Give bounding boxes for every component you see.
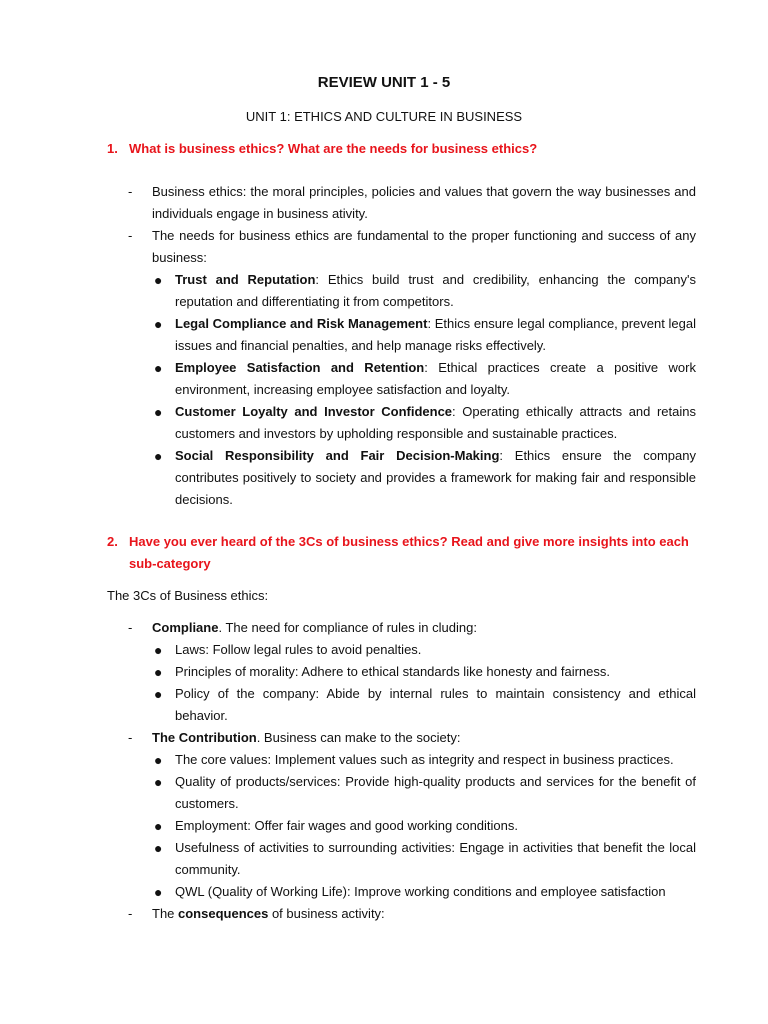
document-title: REVIEW UNIT 1 - 5 [317,74,451,91]
list-item [152,771,696,815]
bullet-text: The core values: Implement values such as integrity and respect in business practices. [175,752,674,767]
bullet-text: : Operating ethically attracts and retains customers and investors by upholding responsible and sustainable practices. [175,404,696,441]
bullet-marker: ● [154,686,163,702]
dash-item [128,225,696,511]
list-item [152,357,696,401]
bullet-marker: ● [154,840,163,856]
intro-text: The 3Cs of Business ethics: [107,588,269,603]
bullet-marker: ● [154,360,163,376]
c-pre: The [152,906,179,921]
dash-item [128,727,696,903]
compliance-list [152,639,696,727]
c-text: . Business can make to the society: [256,730,461,745]
dash-item [128,181,696,225]
bullet-text: Laws: Follow legal rules to avoid penalties. [175,642,422,657]
c-term: Compliane [152,620,219,635]
bullet-term: Trust and Reputation [175,272,316,287]
question-2 [107,531,697,575]
q2-answer [128,617,696,925]
list-item [152,269,696,313]
needs-list [152,269,696,511]
list-item [152,661,696,683]
bullet-text: : Ethical practices create a positive work environment, increasing employee satisfaction and loyalty. [175,360,696,397]
bullet-text: QWL (Quality of Working Life): Improve working conditions and employee satisfaction [175,884,666,899]
dash-marker: - [128,730,133,745]
bullet-marker: ● [154,272,163,288]
question-number: 1. [107,141,118,156]
bullet-term: Employee Satisfaction and Retention [175,360,425,375]
question-text: What is business ethics? What are the needs for business ethics? [129,141,538,156]
needs-text: The needs for business ethics are fundamental to the proper functioning and success of any business: [152,228,696,265]
list-item [152,881,696,903]
list-item [152,639,696,661]
bullet-text: : Ethics ensure legal compliance, prevent legal issues and financial penalties, and help manage risks effectively. [175,316,696,353]
bullet-marker: ● [154,752,163,768]
list-item [152,683,696,727]
bullet-text: Usefulness of activities to surrounding activities: Engage in activities that benefit the local community. [175,840,696,877]
bullet-marker: ● [154,818,163,834]
bullet-marker: ● [154,404,163,420]
dash-marker: - [128,620,133,635]
bullet-term: Legal Compliance and Risk Management [175,316,428,331]
bullet-text: : Ethics ensure the company contributes positively to society and provides a framework for making fair and responsible decisions. [175,448,696,507]
bullet-text: Quality of products/services: Provide high-quality products and services for the benefit of customers. [175,774,696,811]
c-term: consequences [178,906,269,921]
list-item [152,749,696,771]
dash-item [128,903,696,925]
bullet-term: Social Responsibility and Fair Decision-Making [175,448,500,463]
list-item [152,445,696,511]
c-text: of business activity: [268,906,385,921]
bullet-marker: ● [154,448,163,464]
dash-marker: - [128,228,133,243]
bullet-marker: ● [154,316,163,332]
unit-title: UNIT 1: ETHICS AND CULTURE IN BUSINESS [245,109,523,124]
question-number: 2. [107,534,118,549]
bullet-text: Policy of the company: Abide by internal rules to maintain consistency and ethical behavior. [175,686,696,723]
bullet-marker: ● [154,774,163,790]
list-item [152,313,696,357]
c-text: . The need for compliance of rules in cluding: [218,620,477,635]
bullet-text: Principles of morality: Adhere to ethical standards like honesty and fairness. [175,664,611,679]
bullet-text: : Ethics build trust and credibility, enhancing the company's reputation and differentiating it from competitors. [175,272,696,309]
question-1 [107,138,697,160]
bullet-text: Employment: Offer fair wages and good working conditions. [175,818,518,833]
list-item [152,815,696,837]
dash-marker: - [128,184,133,199]
question-text: Have you ever heard of the 3Cs of business ethics? Read and give more insights into each sub-category [129,534,689,571]
bullet-marker: ● [154,884,163,900]
contribution-list [152,749,696,903]
bullet-marker: ● [154,664,163,680]
q1-answer [128,181,696,511]
bullet-term: Customer Loyalty and Investor Confidence [175,404,453,419]
list-item [152,837,696,881]
list-item [152,401,696,445]
dash-marker: - [128,906,133,921]
definition-text: Business ethics: the moral principles, policies and values that govern the way businesses and individuals engage in business ativity. [152,184,696,221]
c-term: The Contribution [152,730,257,745]
dash-item [128,617,696,727]
bullet-marker: ● [154,642,163,658]
